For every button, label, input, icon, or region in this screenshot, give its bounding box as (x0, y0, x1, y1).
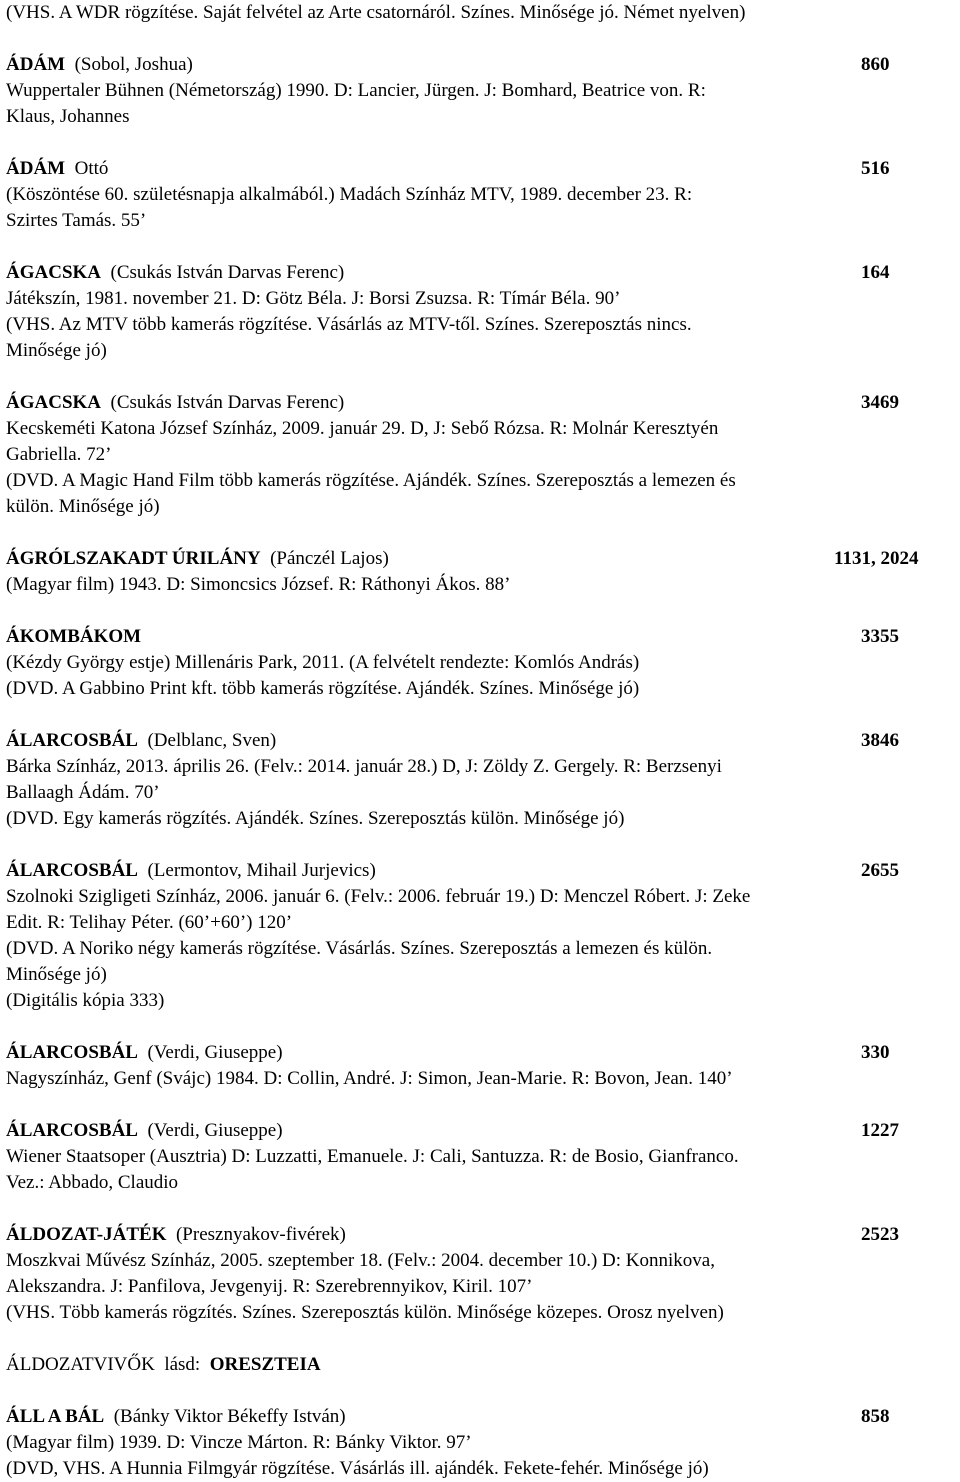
entry-author: (Verdi, Giuseppe) (147, 1042, 283, 1063)
entry-heading (6, 546, 956, 572)
entry-detail-line: (DVD. A Noriko négy kamerás rögzítése. Vásárlás. Színes. Szereposztás a lemezen és külön. (6, 938, 713, 959)
entry-detail-line: (DVD, VHS. A Hunnia Filmgyár rögzítése. Vásárlás ill. ajándék. Fekete-fehér. Minősége jó) (6, 1458, 709, 1479)
entry-detail-line: (VHS. Az MTV több kamerás rögzítése. Vásárlás az MTV-től. Színes. Szereposztás nincs. (6, 314, 692, 335)
entry-detail-line: Moszkvai Művész Színház, 2005. szeptember 18. (Felv.: 2004. december 10.) D: Konnikova, (6, 1250, 715, 1271)
entry-title: ÁLL A BÁL (6, 1406, 105, 1427)
entry-detail-line: (Digitális kópia 333) (6, 990, 165, 1011)
entry-heading (6, 1040, 956, 1066)
entry-number: 330 (861, 1042, 890, 1063)
entry-detail-line: (Magyar film) 1943. D: Simoncsics József. R: Ráthonyi Ákos. 88’ (6, 574, 511, 595)
entry-title: ÁLARCOSBÁL (6, 1042, 138, 1063)
cross-reference-see: lásd: (164, 1354, 201, 1375)
entry-heading (6, 156, 956, 182)
entry-heading (6, 858, 956, 884)
entry-author: (Delblanc, Sven) (147, 730, 277, 751)
entry-detail-line: (Magyar film) 1939. D: Vincze Márton. R: Bánky Viktor. 97’ (6, 1432, 472, 1453)
entry-heading (6, 1404, 956, 1430)
catalog-entry (6, 390, 956, 520)
catalog-entry (6, 156, 956, 234)
entry-title: ÁKOMBÁKOM (6, 626, 142, 647)
entry-number: 2523 (861, 1224, 899, 1245)
catalog-entry (6, 1040, 956, 1092)
entry-detail-line: Edit. R: Telihay Péter. (60’+60’) 120’ (6, 912, 293, 933)
entry-author: (Csukás István Darvas Ferenc) (110, 392, 345, 413)
entry-number: 1131, 2024 (834, 548, 919, 569)
entry-detail-line: Bárka Színház, 2013. április 26. (Felv.: 2014. január 28.) D, J: Zöldy Z. Gergely. R: Berzsenyi (6, 756, 722, 777)
entry-detail-line: Gabriella. 72’ (6, 444, 112, 465)
entry-detail-line: (VHS. Több kamerás rögzítés. Színes. Szereposztás külön. Minősége közepes. Orosz nyelven) (6, 1302, 724, 1323)
entry-detail-line: Szirtes Tamás. 55’ (6, 210, 147, 231)
entry-author: Ottó (74, 158, 109, 179)
entry-detail-line: Minősége jó) (6, 340, 107, 361)
entry-detail-line: (Köszöntése 60. születésnapja alkalmából.) Madách Színház MTV, 1989. december 23. R: (6, 184, 693, 205)
entry-number: 3355 (861, 626, 899, 647)
entry-author: (Bánky Viktor Békeffy István) (113, 1406, 346, 1427)
entry-detail-line: külön. Minősége jó) (6, 496, 160, 517)
catalog-entry (6, 1222, 956, 1326)
entry-list (6, 52, 956, 1482)
entry-number: 3846 (861, 730, 899, 751)
catalog-entry (6, 546, 956, 598)
entry-number: 860 (861, 54, 890, 75)
entry-number: 164 (861, 262, 890, 283)
entry-detail-line: (Kézdy György estje) Millenáris Park, 2011. (A felvételt rendezte: Komlós András) (6, 652, 640, 673)
entry-detail-line: Alekszandra. J: Panfilova, Jevgenyij. R: Szerebrennyikov, Kiril. 107’ (6, 1276, 533, 1297)
entry-heading (6, 728, 956, 754)
entry-heading (6, 260, 956, 286)
entry-detail-line: (DVD. A Gabbino Print kft. több kamerás rögzítése. Ajándék. Színes. Minősége jó) (6, 678, 640, 699)
cross-reference-target: ORESZTEIA (209, 1354, 321, 1375)
entry-title: ÁLARCOSBÁL (6, 730, 138, 751)
entry-detail-line: Ballaagh Ádám. 70’ (6, 782, 160, 803)
entry-title: ÁDÁM (6, 54, 66, 75)
entry-number: 1227 (861, 1120, 899, 1141)
cross-reference (6, 1352, 956, 1378)
entry-author: (Presznyakov-fivérek) (175, 1224, 346, 1245)
entry-heading (6, 624, 956, 650)
entry-title: ÁLARCOSBÁL (6, 860, 138, 881)
catalog-entry (6, 1118, 956, 1196)
entry-heading (6, 1222, 956, 1248)
catalog-entry (6, 1404, 956, 1482)
catalog-entry (6, 624, 956, 702)
entry-detail-line: Wiener Staatsoper (Ausztria) D: Luzzatti, Emanuele. J: Cali, Santuzza. R: de Bosio, Gianfranco. (6, 1146, 739, 1167)
entry-heading (6, 1118, 956, 1144)
entry-detail-line: Minősége jó) (6, 964, 107, 985)
entry-title: ÁGACSKA (6, 392, 102, 413)
catalog-page (6, 0, 956, 1482)
entry-author: (Sobol, Joshua) (74, 54, 193, 75)
intro-line: (VHS. A WDR rögzítése. Saját felvétel az Arte csatornáról. Színes. Minősége jó. Német nyelven) (6, 2, 746, 23)
entry-detail-line: Szolnoki Szigligeti Színház, 2006. január 6. (Felv.: 2006. február 19.) D: Menczel Róbert. J: Zeke (6, 886, 751, 907)
entry-heading (6, 52, 956, 78)
entry-author: (Csukás István Darvas Ferenc) (110, 262, 345, 283)
entry-title: ÁLARCOSBÁL (6, 1120, 138, 1141)
entry-detail-line: Klaus, Johannes (6, 106, 130, 127)
entry-detail-line: Játékszín, 1981. november 21. D: Götz Béla. J: Borsi Zsuzsa. R: Tímár Béla. 90’ (6, 288, 621, 309)
entry-detail-line: Wuppertaler Bühnen (Németország) 1990. D: Lancier, Jürgen. J: Bomhard, Beatrice von. R: (6, 80, 706, 101)
entry-number: 516 (861, 158, 890, 179)
entry-title: ÁGACSKA (6, 262, 102, 283)
entry-heading (6, 390, 956, 416)
catalog-entry (6, 52, 956, 130)
entry-detail-line: Kecskeméti Katona József Színház, 2009. január 29. D, J: Sebő Rózsa. R: Molnár Keresztyén (6, 418, 719, 439)
entry-title: ÁDÁM (6, 158, 66, 179)
entry-author: (Pánczél Lajos) (270, 548, 389, 569)
entry-number: 2655 (861, 860, 899, 881)
entry-author: (Lermontov, Mihail Jurjevics) (147, 860, 376, 881)
entry-number: 3469 (861, 392, 899, 413)
entry-author: (Verdi, Giuseppe) (147, 1120, 283, 1141)
cross-reference-term: ÁLDOZATVIVŐK (6, 1354, 155, 1375)
catalog-entry (6, 858, 956, 1014)
entry-number: 858 (861, 1406, 890, 1427)
entry-detail-line: (DVD. A Magic Hand Film több kamerás rögzítése. Ajándék. Színes. Szereposztás a lemezen és (6, 470, 736, 491)
catalog-entry (6, 260, 956, 364)
catalog-entry (6, 728, 956, 832)
entry-detail-line: (DVD. Egy kamerás rögzítés. Ajándék. Színes. Szereposztás külön. Minősége jó) (6, 808, 625, 829)
entry-detail-line: Vez.: Abbado, Claudio (6, 1172, 179, 1193)
cross-reference-line (6, 1352, 956, 1378)
entry-title: ÁLDOZAT-JÁTÉK (6, 1224, 167, 1245)
entry-title: ÁGRÓLSZAKADT ÚRILÁNY (6, 548, 261, 569)
entry-detail-line: Nagyszínház, Genf (Svájc) 1984. D: Collin, André. J: Simon, Jean-Marie. R: Bovon, Jean. 140’ (6, 1068, 733, 1089)
